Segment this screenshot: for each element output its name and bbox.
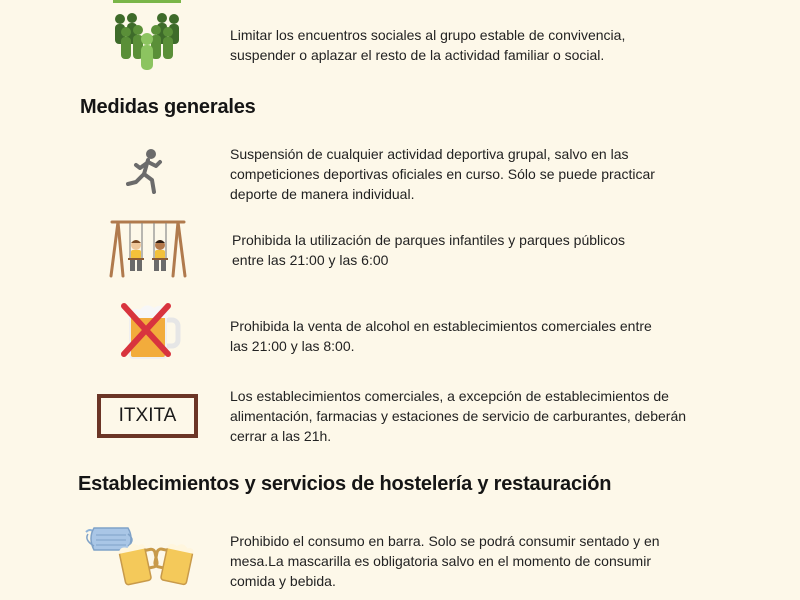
item-text-social <box>230 25 625 65</box>
section-heading-general: Medidas generales <box>80 96 256 118</box>
item-text-alcohol <box>230 316 652 356</box>
text-line: Prohibido el consumo en barra. Solo se podrá consumir sentado y en <box>230 533 660 549</box>
closed-sign-icon <box>97 394 198 438</box>
text-line: suspender o aplazar el resto de la actividad familiar o social. <box>230 47 605 63</box>
no-beer-icon <box>118 298 184 360</box>
item-text-closing <box>230 386 686 446</box>
item-text-bar <box>230 531 660 591</box>
text-line: comida y bebida. <box>230 573 336 589</box>
text-line: las 21:00 y las 8:00. <box>230 338 355 354</box>
item-text-parks <box>232 230 625 270</box>
text-line: alimentación, farmacias y estaciones de servicio de carburantes, deberán <box>230 408 687 424</box>
section-heading-hospitality: Establecimientos y servicios de hostelería y restauración <box>78 473 612 495</box>
swings-icon <box>108 218 188 278</box>
text-line: Limitar los encuentros sociales al grupo estable de convivencia, <box>230 27 626 43</box>
text-line: Prohibida la utilización de parques infantiles y parques públicos <box>232 232 626 248</box>
text-line: Los establecimientos comerciales, a excepción de establecimientos de <box>230 388 669 404</box>
text-line: Prohibida la venta de alcohol en establecimientos comerciales entre <box>230 318 652 334</box>
text-line: Suspensión de cualquier actividad deportiva grupal, salvo en las <box>230 146 629 162</box>
top-green-bar <box>113 0 181 3</box>
text-line: entre las 21:00 y las 6:00 <box>232 252 389 268</box>
runner-icon <box>124 148 168 196</box>
text-line: mesa.La mascarilla es obligatoria salvo en el momento de consumir <box>230 553 651 569</box>
item-text-sports <box>230 144 655 204</box>
text-line: cerrar a las 21h. <box>230 428 332 444</box>
sign-text: ITXITA <box>118 405 177 426</box>
text-line: deporte de manera individual. <box>230 186 415 202</box>
text-line: competiciones deportivas oficiales en curso. Sólo se puede practicar <box>230 166 655 182</box>
mask-and-beers-icon <box>84 524 194 588</box>
group-of-people-icon <box>112 12 182 70</box>
